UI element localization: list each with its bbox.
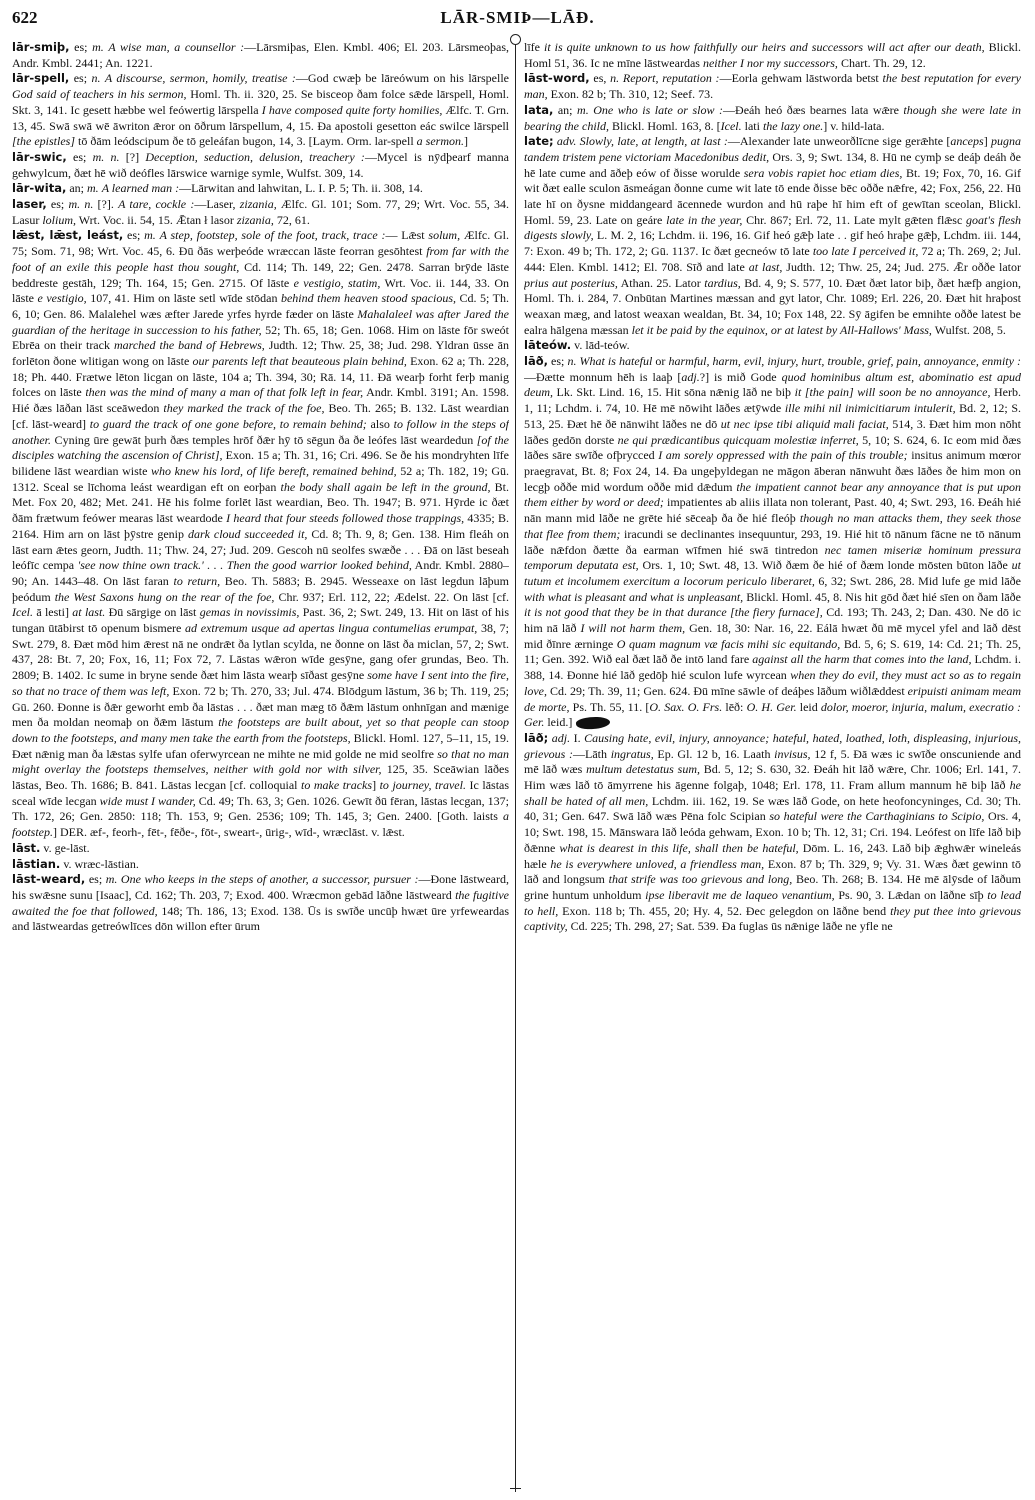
entry-gloss-italic: ad extremum usque ad apertas lingua contumelias erumpat,	[185, 621, 478, 636]
entry-gloss-italic: the lazy one.	[762, 118, 824, 133]
entry-gloss-italic: the impatient cannot bear any annoyance that is put upon them either by word or deed;	[524, 479, 1021, 510]
entry-text: ā lesti]	[32, 605, 73, 620]
entry-text: also	[366, 416, 394, 431]
entry-text: Chart. Th. 29, 12.	[837, 55, 926, 70]
entry-text: Judth. 12; Thw. 25, 24; Jud. 275. Ǣr oððe lator	[782, 259, 1021, 274]
entry-gloss-italic: A step, footstep, sole of the foot, track, trace :	[159, 228, 386, 243]
entry-gloss-italic: marched the band of Hebrews,	[113, 338, 265, 353]
entry-text: leid.]	[544, 715, 573, 730]
entry-gloss-italic: when they do evil, they must act so as to regain love,	[524, 668, 1021, 698]
entry-text: Beo. Th. 265; B. 132. Lāst weardian [cf. lāst-weard]	[12, 401, 509, 431]
entry-gloss-italic: the body shall again be left in the ground,	[280, 479, 491, 494]
entry-gloss-italic: invisus,	[774, 746, 811, 761]
entry-text: 38, 7; Swt. 279, 8. Ðæt mōd him ǣrest nā ne ondrǣt ða lytlan scylda, ne ðonne on lāst ða miclan, 57, 2; Swt. 437, 28: Bt. 7, 20; Fox, 16, 11; Fox 72, 7. Lāstas wǣron wīde gesȳne, gang ofer grundas, Beo. Th. 2809; B. 1402. Ic sume in bryne sende ðæt him lāsta wearþ sīðast gesȳne	[12, 621, 509, 683]
entry-text: lēð:	[722, 699, 747, 714]
entry-text: L. M. 2, 16; Lchdm. ii. 196, 16. Gif heó gǣþ late . . gif heó hraþe gǣþ, Lchdm. iii. 144, 7: Exon. 49 b; Th. 172, 2; Gū. 1137. Ic ðæt gecneów tō late	[524, 228, 1021, 259]
entry-gloss-italic: against all the harm that comes into the land,	[752, 652, 972, 667]
entry-headword: lāstian.	[12, 856, 61, 871]
entry-gloss-italic: Slowly, late, at length, at last :	[579, 134, 728, 149]
entry-text: —Eorla gehwam lāstworda betst	[719, 71, 883, 86]
entry-text: 4335; B. 2164. Him arn on lāst þȳstre genip	[12, 511, 509, 541]
entry-text: —Ðeáh heó ðæs bearnes lata wǣre	[723, 102, 904, 117]
entry-text: ]	[464, 134, 469, 149]
dictionary-entry	[524, 731, 1021, 935]
dictionary-entry	[12, 197, 509, 228]
entry-gloss-italic: n.	[91, 71, 101, 86]
entry-gloss-italic: m.	[105, 872, 118, 887]
entry-text: es;	[46, 197, 69, 212]
dictionary-entry	[12, 181, 509, 197]
entry-text: Gen. 18, 30: Nar. 16, 22. Eálā hwæt ðū mē mycel yfel and lāð dēst mid ðīnre ærninge	[524, 621, 1021, 651]
entry-gloss-italic: it is quite unknown to us how faithfully our heirs and successors will act after our death,	[543, 40, 985, 54]
entry-text: Athan. 25. Lator	[617, 275, 705, 290]
entry-gloss-italic: the footsteps are built about, yet so that people can stoop down to the footsteps, and many men take the earth from the footsteps,	[12, 715, 509, 745]
ink-blot-mark	[576, 716, 611, 731]
dictionary-entry	[12, 228, 509, 840]
running-head: LĀR-SMIÞ—LĀÐ.	[440, 8, 595, 27]
entry-gloss-italic: Ger.	[524, 715, 545, 730]
entry-text: Ps. Th. 55, 11. [	[569, 699, 650, 714]
entry-gloss-italic: with what is pleasant and what is unpleasant,	[524, 589, 744, 604]
column-rule-foot	[510, 1488, 521, 1489]
entry-headword: lār-wita,	[12, 181, 67, 196]
dictionary-entry	[12, 841, 509, 857]
entry-gloss-italic: m.	[87, 181, 99, 196]
entry-text: Bd. 5, 6; S. 619, 14: Cd. 21; Th. 25, 11; Gen. 392. Wið eal ðæt lāð ðe intō land fare	[524, 636, 1021, 667]
entry-gloss-italic: n.	[567, 354, 577, 369]
entry-text: Bd. 2, 12; S. 513, 25. Ðæt hē ðē nānwiht lāðes ne dō	[524, 401, 1021, 431]
entry-text: 12 f, 5. Ðā wæs ic swīðe onscuniende and mē lāð wæs	[524, 746, 1021, 777]
entry-gloss-italic: he is everywhere unloved, a friendless man,	[550, 856, 765, 871]
entry-gloss-italic: n.	[610, 71, 620, 86]
entry-gloss-italic: ipse liberavit me de laqueo venantium,	[645, 887, 835, 902]
entry-text: Blickl. Homl. 163, 8. [	[608, 118, 721, 133]
entry-text: Wrt. Voc. ii. 144, 33. On lāste	[12, 275, 509, 306]
entry-text: es;	[123, 228, 145, 243]
entry-gloss-italic: then was the mind of many a man of that folk left in fear,	[85, 385, 364, 400]
entry-headword: lāteów.	[524, 338, 572, 353]
entry-gloss-italic: to journey, travel.	[379, 778, 466, 793]
entry-text: Exon. 87 b; Th. 329, 9; Vy. 31. Wæs ðæt gewinn tō lāð and longsum	[524, 856, 1021, 887]
entry-gloss-italic: gemas in novissimis,	[199, 605, 300, 620]
entry-text: Blickl. Homl. 45, 8. Nis hit gōd ðæt hié sīen on ðam lāðe	[743, 589, 1021, 604]
entry-text: es;	[69, 71, 92, 86]
entry-text: Chr. 867; Erl. 72, 11. Late mylt gǣten flǣsc	[742, 212, 967, 227]
entry-text: or	[652, 354, 669, 369]
entry-gloss-italic: behind them heaven stood spacious,	[280, 291, 456, 306]
entry-text: iracundi se declinantes insequuntur, 293, 19. Hié hit tō nānum fācne ne tō nānum lāðe nǣfdon ðætte ða earman wīfmen hié swā tintredon	[524, 526, 1021, 557]
entry-gloss-italic: solum,	[428, 228, 461, 243]
entry-text: Cd. 49; Th. 63, 3; Gen. 1026. Gewīt ðū fēran, lāstas lecgan, 137; Th. 172, 26; Gen. 2850: 118; Th. 153, 9; Gen. 2536; 109; Th. 145, 3; Gen. 2400. [Goth. laists	[12, 793, 509, 824]
entry-text: Ors. 3, 9; Swt. 134, 8. Hū ne cymþ se deáþ deáh ðe hē late cume and āðeþ eów of ðisse worulde	[524, 149, 1021, 180]
entry-text: lati	[741, 118, 763, 133]
entry-headword: lāst-word,	[524, 71, 590, 86]
entry-text: an;	[553, 102, 578, 117]
dictionary-entry	[12, 857, 509, 873]
entry-text: 125, 35. Sceāwian lāðes lāstas, Beo. Th. 1686; B. 841. Lāstas lecgan [cf. colloquial	[12, 762, 509, 793]
entry-gloss-italic: Icel.	[720, 118, 742, 133]
entry-text: [?].	[93, 197, 119, 212]
entry-text: Blickl. Homl 51, 36. Ic ne mīne lāstweardas	[524, 40, 1021, 70]
entry-text: Ors. 1, 10; Swt. 48, 13. Wið ðæm ðe hié of ðæm londe mōsten būton lāðe	[638, 558, 1012, 573]
entry-gloss-italic: tardius,	[704, 275, 741, 290]
entry-headword: lāst.	[12, 840, 41, 855]
dictionary-entry	[12, 872, 509, 935]
entry-text: Cd. 193; Th. 243, 2; Dan. 430. Ne dō ic him nā lāð	[524, 605, 1021, 636]
entry-text: Bd. 5, 12; S. 630, 32. Ðeáh hit lāð wǣre, Chr. 1006; Erl. 141, 7. Him wæs lāð tō āmyrrene his āgenne folgaþ, 1048; Erl. 178, 11. Fram allum mannum hē biþ lāð	[524, 762, 1021, 793]
entry-gloss-italic: prius aut posterius,	[524, 275, 618, 290]
entry-text: —Ðætte monnum hēh is laaþ [	[524, 369, 682, 384]
dictionary-entry	[524, 71, 1021, 102]
entry-text: Past. 36, 2; Swt. 249, 13. Hit on lāst of his tungan ūtābirst tō openum bismere	[12, 605, 509, 636]
entry-headword: lāð,	[524, 354, 548, 369]
entry-text: 148; Th. 186, 13; Exod. 138. Ūs is swīðe uncūþ hwæt ūre yrfeweardas and lāstweardas getreówlīces dōn willon efter ūrum	[12, 903, 509, 934]
entry-gloss-italic: sera vobis rapiet hoc etiam dies,	[743, 165, 903, 180]
entry-gloss-italic: zizania,	[239, 197, 277, 212]
entry-text: Dōm. L. 16, 243. Lāð biþ ǣghwǣr wineleás hæle	[524, 840, 1021, 871]
entry-gloss-italic: at last,	[748, 259, 783, 274]
entry-text: Herb. 1, 11; Lchdm. i. 74, 10. Hē mē nōwiht lāðes ætȳwde	[524, 385, 1021, 416]
entry-gloss-italic: anceps	[950, 134, 984, 149]
entry-gloss-italic: I heard that four steeds followed those trappings,	[226, 511, 465, 526]
entry-text: Wrt. Voc. ii. 54, 15. Ǣtan ł lasor	[76, 212, 237, 227]
entry-gloss-italic: O. Sax. O. Frs.	[649, 699, 723, 714]
entry-gloss-italic: to follow in the steps of another.	[12, 416, 509, 447]
entry-text: v. lād-teów.	[571, 338, 630, 353]
entry-gloss-italic: multum detestatus sum,	[586, 762, 700, 777]
entry-gloss-italic: it is not good that they be in that durance [the fiery furnace],	[524, 605, 823, 620]
entry-gloss-italic: m.	[577, 102, 589, 117]
entry-gloss-italic: adv.	[556, 134, 577, 149]
entry-text: Wulfst. 208, 5.	[931, 322, 1006, 337]
entry-text: Bt. 19; Fox, 70, 16. Gif wit ðæt ealle sculon āsmeágan ðonne cume wit late tō ende ðisse bēc oððe nǣfre, 42; Fox, 256, 22. Hū late hī on ðysne middangeard ācennede wurdon and hū raþe hī him eft of gewītan sceolan, Blickl. Homl. 59, 23. Late on geáre	[524, 165, 1021, 227]
entry-gloss-italic: the best reputation for every man,	[524, 71, 1021, 102]
entry-text: Beo. Th. 5883; B. 2945. Wesseaxe on lāst legdun lāþum þeódum	[12, 573, 509, 604]
entry-text: Andr. Kmbl. 2880–90; An. 1443–48. On lāst faran	[12, 558, 509, 588]
entry-gloss-italic: wide must I wander,	[99, 793, 196, 808]
entry-gloss-italic: lolium,	[42, 212, 76, 227]
column-rule-ornament	[510, 34, 521, 45]
entry-gloss-italic: from far with the foot of an exile this people hast thou sought,	[12, 244, 509, 274]
entry-text: Cyning ūre gewāt þurh ðæs temples hrōf ðǣr hȳ tō sēgun ða ðe leófes lāst weardedun	[51, 432, 477, 447]
entry-text: v. ge-lāst.	[40, 840, 90, 855]
entry-text: Cd. 225; Th. 298, 27; Sat. 539. Ða fuglas ūs nǣnige lāðe ne yfle ne	[567, 919, 893, 934]
entry-text: 5, 10; S. 624, 6. Ic eom mid ðæs lāðes sāre swīðe ofþrycced	[524, 432, 1021, 463]
entry-headword: lār-spell,	[12, 71, 70, 86]
entry-gloss-italic: ut nec ipse tibi aliquid mali faciat,	[720, 416, 889, 431]
entry-headword: lata,	[524, 102, 554, 117]
entry-gloss-italic: ut tutum et incolumem exercitum a locorum periculo liberaret,	[524, 558, 1021, 588]
entry-gloss-italic: who knew his lord, of life bereft, remained behind,	[150, 463, 397, 478]
entry-text: —Laser,	[194, 197, 240, 212]
entry-text: an;	[66, 181, 88, 196]
entry-text: Exon. 15 a; Th. 31, 16; Cri. 496. Se ðe his mondryhten līfe bilidene lāst weardian wiste	[12, 448, 509, 478]
entry-text: 52 a; Th. 182, 19; Gū. 1312. Sceal se līchoma leást weardigan eft on eorþan	[12, 463, 509, 494]
dictionary-entry	[524, 338, 1021, 354]
entry-text: ]	[372, 778, 380, 793]
entry-gloss-italic: Causing hate, evil, injury, annoyance; hateful, hated, loathed, loth, displeasing, injurious, grievous :	[524, 730, 1021, 761]
entry-headword: late;	[524, 134, 554, 149]
entry-gloss-italic: neither I nor my successors,	[702, 55, 838, 70]
entry-text: Ic lāstas sceal wīde lecgan	[12, 778, 509, 808]
entry-text: Ors. 4, 10; Swt. 198, 15. Mānswara lāð leóda gehwam, Exon. 10 b; Th. 12, 31; Cri. 194. Leófest on līfe lāð biþ ðǣnne	[524, 809, 1021, 855]
entry-text: ] v. hild-lata.	[823, 118, 885, 133]
entry-gloss-italic: [of the disciples watching the ascension of Christ],	[12, 432, 509, 463]
entry-gloss-italic: e vestigio, statim,	[293, 275, 381, 290]
dictionary-entry	[12, 71, 509, 150]
entry-gloss-italic: at last.	[72, 605, 106, 620]
entry-headword: lāst-weard,	[12, 872, 86, 887]
entry-gloss-italic: so hateful were the Carthaginians to Scipio,	[769, 809, 985, 824]
entry-gloss-italic: ingratus,	[610, 746, 654, 761]
entry-text: Ælfc. Gl. 75; Som. 71, 98; Wrt. Voc. 45, 6. Ðū ðās werþeóde wræccan lāste feorran gesōhtest	[12, 228, 509, 259]
entry-gloss-italic: Icel.	[12, 605, 33, 620]
entry-headword: lāð;	[524, 730, 549, 745]
entry-gloss-italic: it [the pain] will soon be no annoyance,	[794, 385, 991, 400]
entry-text: leid	[796, 699, 821, 714]
entry-text: es;	[69, 40, 93, 54]
column-rule	[515, 40, 516, 1492]
entry-text: Beo. Th. 268; B. 134. Hē mē ālȳsde of lāðum grine huntum unholdum	[524, 872, 1021, 902]
entry-text: līfe	[524, 40, 544, 54]
entry-text: Bt. Met. Fox 20, 482; Met. 241. Hē his folme forlēt lāst weardian, Beo. Th. 1947; B. 971. Hȳrde ic ðæt ðām frætwum feówer mearas lāst weardode	[12, 479, 509, 526]
entry-gloss-italic: to return,	[173, 573, 221, 588]
dictionary-entry	[524, 354, 1021, 731]
entry-text: es;	[547, 354, 568, 369]
entry-text: 514, 3. Ðæt him mon nōht lāðes gedōn dorste	[524, 416, 1021, 447]
entry-text: es;	[85, 872, 106, 887]
entry-gloss-italic: to make tracks	[301, 778, 373, 793]
entry-text: Exon. 62 a; Th. 228, 18; Ph. 440. Frætwe lēton licgan on lāste, 104 a; Th. 394, 30; Rā. 14, 11. Ðā wearþ forht ferþ manig folces on lāste	[12, 354, 509, 400]
entry-headword: laser,	[12, 197, 47, 212]
entry-text: —Mycel is nȳdþearf manna gehwylcum, ðæt hē wið deófles lārswice warnige symle, Wulfst. 309, 14.	[12, 149, 509, 180]
entry-text: 107, 41. Him on lāste setl wīde stōdan	[86, 291, 281, 306]
entry-text: Ælfc. T. Grn. 13, 45. Swā swā wē āwriton ǣror on ōðrum lārspellum, 4, 15. Ða apostoli gesetton eác swilce lārspell	[12, 102, 509, 133]
entry-gloss-italic: O. H. Ger.	[746, 699, 797, 714]
entry-gloss-italic: he shall be hated of all men,	[524, 778, 1021, 808]
entry-gloss-italic: A learned man :	[101, 181, 180, 196]
entry-gloss-italic: eripuisti animam meam de morte,	[524, 683, 1021, 714]
entry-gloss-italic: m. n.	[92, 149, 120, 164]
entry-text: Cd. 8; Th. 9, 8; Gen. 138. Him fleáh on lāst earn ǣtes georn, Judth. 11; Thw. 24, 27; Jud. 209. Gescoh nū seolfes swæðe . . . Ðā on lāst beseah leófīc cempa	[12, 526, 509, 573]
entry-text: Judth. 12; Thw. 25, 38; Jud. 298. Yldran ūsse ān forlēton ðone wlitigan wong on lāste	[12, 338, 509, 369]
dictionary-entry	[524, 103, 1021, 134]
entry-gloss-italic: One who is late or slow :	[593, 102, 724, 117]
entry-text: 52; Th. 65, 18; Gen. 1068. Him on lāste fōr sweót Ebrēa on their track	[12, 322, 509, 353]
dictionary-entry	[12, 150, 509, 181]
entry-gloss-italic: harmful, harm, evil, injury, hurt, trouble, grief, pain, annoyance, enmity :	[668, 354, 1021, 369]
entry-text: [?]	[119, 149, 146, 164]
entry-gloss-italic: zizania,	[236, 212, 274, 227]
entry-text: Ep. Gl. 12 b, 16. Laath	[653, 746, 775, 761]
entry-headword: lǣst, lǣst, leást,	[12, 228, 124, 243]
entry-gloss-italic: a sermon.	[416, 134, 465, 149]
entry-text: 72, 61.	[273, 212, 310, 227]
entry-gloss-italic: m.	[92, 40, 104, 54]
entry-gloss-italic: some have I sent into the fire, so that no trace of them was left,	[12, 668, 509, 698]
entry-gloss-italic: adj.	[551, 730, 571, 745]
entry-gloss-italic: [the epistles]	[12, 134, 75, 149]
entry-text: 6, 32; Swt. 286, 28. Mid lufe ge mid lāðe	[814, 573, 1021, 588]
page-number: 622	[12, 8, 38, 27]
entry-text: Ælfc. Gl. 101; Som. 77, 29; Wrt. Voc. 55, 34. Lasur	[12, 197, 509, 227]
entry-text: I.	[570, 730, 585, 745]
entry-text: —God cwæþ be lāreówum on his lārspelle	[295, 71, 509, 86]
entry-gloss-italic: ille mihi nil inimicitiarum intulerit,	[784, 401, 956, 416]
entry-text: 72 a; Th. 269, 2; Jul. 444: Elen. Kmbl. 1412; El. 708. Sīð and late	[524, 244, 1021, 274]
entry-gloss-italic: nec tamen miseriæ hominum pressura temporum deputata est,	[524, 542, 1021, 573]
entry-gloss-italic: What is hateful	[579, 354, 653, 369]
entry-text: —Lāth	[573, 746, 611, 761]
entry-gloss-italic: Mahalaleel was after Jared the guardian of the heritage in succession to his father,	[12, 306, 509, 337]
entry-text: Andr. Kmbl. 3191; An. 1598. Hié ðæs lāðan lāst sceāwedon	[12, 385, 509, 416]
entry-gloss-italic: our parents left that beauteous plain behind,	[192, 354, 407, 369]
entry-gloss-italic: adj.	[681, 369, 700, 384]
entry-text: Ðū sārgige on lāst	[105, 605, 200, 620]
dictionary-entry	[12, 40, 509, 71]
dictionary-entry	[524, 134, 1021, 338]
entry-gloss-italic: I will not harm them,	[580, 621, 686, 636]
entry-text: Lchdm. i. 388, 14. Ðonne hié lāð gedōþ hié sculon lufe wyrcean	[524, 652, 1021, 683]
entry-text: Lchdm. iii. 162, 19. Se wæs lāð Gode, on hete heofoncyninges, Cd. 30; Th. 40, 31; Gen. 647. Swā lāð wæs Pēna folc Scipian	[524, 793, 1021, 824]
entry-gloss-italic: to lead to hell,	[524, 887, 1021, 918]
page-header	[12, 8, 1023, 34]
dictionary-entry	[524, 40, 1021, 71]
entry-gloss-italic: pugna tandem tristem pene victoriam Macedonibus dedit,	[524, 134, 1021, 164]
entry-gloss-italic: A discourse, sermon, homily, treatise :	[104, 71, 296, 86]
entry-gloss-italic: what is dearest in this life, shall then be hateful,	[559, 840, 799, 855]
entry-gloss-italic: Deception, seduction, delusion, treachery :	[145, 149, 365, 164]
entry-text: impatientes ab aliis illata non tolerant, Past. 40, 4; Swt. 293, 16. Ðeáh hié nān mann mid lāðe ne grēte hié sēceaþ ða ðe hié fleóþ	[524, 495, 1021, 526]
entry-text: ]	[983, 134, 991, 149]
entry-text: tō ðām leódscipum ðe tō geleáfan bugon, 14, 3. [Laym. Orm. lar-spell	[75, 134, 417, 149]
entry-text: Bd. 4, 9; S. 577, 10. Ðæt ðæt lator biþ, ðæt hæfþ angion, Homl. Th. i. 284, 7. Onbūtan Martines mæssan and gyt lator, Chr. 1089; Erl. 226, 20. Ðæt hit hraþost weaxan mæg, and latost weaxan wealdan, Bt. 34, 10; Fox 148, 22. Sȳ āgifen be emnihte oððe latest be ealra hālgena mæssan	[524, 275, 1021, 337]
left-column	[12, 40, 509, 1492]
entry-text: Exon. 72 b; Th. 270, 33; Jul. 474. Blōdgum lāstum, 36 b; Th. 119, 25; Gū. 260. Ðonne is ðǣr geworht emb ða lāstas . . . ðæt man mæg tō ðǣm lāstum onhnīgan and mænige men ða moldan neomaþ on ðǣm lāstum	[12, 683, 509, 730]
entry-gloss-italic: 'see now thine own track.' . . . Then the good warrior looked behind,	[77, 558, 412, 573]
entry-text: v. wræc-lāstian.	[60, 856, 139, 871]
entry-text: —Lārsmiþas, Elen. Kmbl. 406; El. 203. Lārsmeoþas, Andr. Kmbl. 2441; An. 1221.	[12, 40, 509, 70]
entry-gloss-italic: ne qui prædicantibus quicquam molestiæ inferret,	[617, 432, 859, 447]
entry-text: Cd. 114; Th. 149, 22; Gen. 2478. Sarran brȳde lāste beddreste gestāh, 129; Th. 164, 15; Gen. 2715. Of lāste	[12, 259, 509, 290]
entry-gloss-italic: though no man attacks them, they seek those that flee from them;	[524, 511, 1021, 541]
entry-text: ] DER. æf-, feorh-, fēt-, fēðe-, fōt-, sweart-, ūrig-, wīd-, wræclāst. v. lǣst.	[53, 825, 405, 840]
entry-text: Lk. Skt. Lind. 16, 15. Hit sōna nǣnig lāð ne biþ	[553, 385, 795, 400]
entry-text: es,	[589, 71, 611, 86]
entry-text: —Lārwitan and lahwitan, L. I. P. 5; Th. ii. 308, 14.	[179, 181, 423, 196]
entry-gloss-italic: O quam magnum væ facis mihi sic equitando,	[616, 636, 841, 651]
entry-text: Ps. 90, 3. Lǣdan on lāðne sīþ	[834, 887, 988, 902]
entry-gloss-italic: goat's flesh digests slowly,	[524, 212, 1021, 243]
entry-gloss-italic: m.	[144, 228, 156, 243]
entry-text: ?] is mið Gode	[699, 369, 782, 384]
entry-gloss-italic: A wise man, a counsellor :	[108, 40, 245, 54]
entry-text: — Lǣst	[385, 228, 429, 243]
entry-text: —Alexander late unweorðlīcne sige gerǣhte [	[727, 134, 951, 149]
entry-text: Chr. 937; Erl. 112, 22; Ædelst. 22. On lāst [cf.	[274, 589, 509, 604]
entry-gloss-italic: m. n.	[68, 197, 94, 212]
entry-text: Blickl. Homl. 127, 5–11, 15, 19. Ðæt nǣnig man ða lǣstas sylfe ufan oferwyrcean ne mihte ne mid golde ne mid seolfre	[12, 730, 509, 761]
entry-gloss-italic: God said of teachers in his sermon,	[12, 87, 187, 102]
entry-text: Exon. 118 b; Th. 455, 20; Hy. 4, 52. Ðec gelegdon on lāðne bend	[558, 903, 891, 918]
entry-gloss-italic: they marked the track of the foe,	[163, 401, 325, 416]
entry-gloss-italic: quod hominibus altum est, abominatio est apud deum,	[524, 369, 1021, 400]
entry-text: Homl. Th. ii. 320, 25. Se bisceop ðam folce sǣde lārspell, Homl. Skt. 3, 141. Ic gesett hæbbe wel feówertig lārspella	[12, 87, 509, 117]
entry-gloss-italic: the West Saxons hung on the rear of the foe,	[54, 589, 275, 604]
entry-gloss-italic: I am sorely oppressed with the pain of this trouble;	[658, 448, 908, 463]
entry-text: insitus animum mœror praegravat, Bt. 8; Fox 24, 14. Ða ungeþyldegan ne māgon āberan nānwuht ðæs lāðes ðe him mon on lecgþ oððe mid wordum oððe mid dǣdum	[524, 448, 1021, 494]
entry-gloss-italic: One who keeps in the steps of another, a successor, pursuer :	[120, 872, 419, 887]
entry-gloss-italic: the fugitive awaited the foe that followed,	[12, 887, 509, 918]
entry-gloss-italic: too late I perceived it,	[812, 244, 919, 259]
entry-gloss-italic: I have composed quite forty homilies,	[261, 102, 443, 117]
entry-text: Exon. 82 b; Th. 310, 12; Seef. 73.	[547, 87, 714, 102]
entry-text: Cd. 5; Th. 6, 10; Gen. 86. Malalehel wæs æfter Jarede yrfes hyrde fæder on lāste	[12, 291, 509, 321]
entry-gloss-italic: that strife was too grievous and long,	[608, 872, 793, 887]
entry-gloss-italic: though she were late in bearing the child,	[524, 102, 1021, 133]
entry-gloss-italic: a footstep.	[12, 809, 509, 840]
entry-gloss-italic: A tare, cockle :	[118, 197, 195, 212]
entry-text: Cd. 29; Th. 39, 11; Gen. 624. Ðū mīne sāwle of deáþes lāðum wiðlǣddest	[547, 683, 908, 698]
entry-gloss-italic: they put thee into grievous captivity,	[524, 903, 1021, 934]
right-column	[524, 40, 1021, 1492]
entry-headword: lār-swic,	[12, 149, 67, 164]
entry-gloss-italic: Report, reputation :	[622, 71, 720, 86]
entry-gloss-italic: e vestigio,	[37, 291, 87, 306]
entry-gloss-italic: so that no man might overlay the footsteps themselves, neither with gold nor with silver,	[12, 746, 509, 777]
entry-gloss-italic: dark cloud succeeded it,	[187, 526, 308, 541]
entry-gloss-italic: let it be paid by the equinox, or at latest by All-Hallows' Mass,	[631, 322, 932, 337]
entry-text: —Ðone lāstweard, his swǣsne sunu [Isaac], Cd. 162; Th. 203, 7; Exod. 400. Wræcmon gebād lāðne lāstweard	[12, 872, 509, 902]
entry-gloss-italic: to guard the track of one gone before, to remain behind;	[89, 416, 367, 431]
entry-text: es;	[66, 149, 93, 164]
entry-headword: lār-smiþ,	[12, 40, 70, 54]
entry-gloss-italic: dolor, moeror, injuria, malum, execratio :	[820, 699, 1021, 714]
entry-gloss-italic: late in the year,	[666, 212, 743, 227]
